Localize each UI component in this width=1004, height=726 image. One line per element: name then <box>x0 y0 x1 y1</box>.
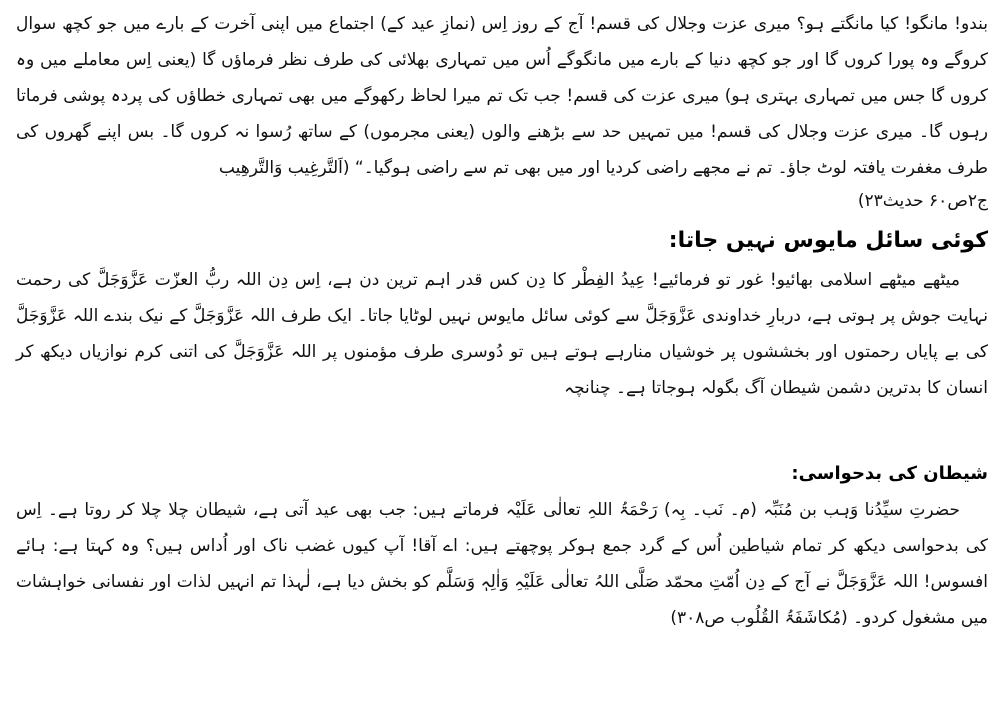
body-paragraph-shaitan-story: حضرتِ سیِّدُنا وَہب بن مُنَبِّہ (م۔ نَب۔ بِہ) رَحْمَۃُ اللہِ تعالٰی عَلَیْہ فرماتے ہیں: جب بھی عید آتی ہے، شیطان چلا چلا کر روتا ہے۔ اِس کی بدحواسی دیکھ کر تمام شیاطین اُس کے گرد جمع ہوکر پوچھتے ہیں: اے آقا! آپ کیوں غضب ناک اور اُداس ہیں؟ وہ کہتا ہے: ہائے افسوس! اللہ عَزَّوَجَلَّ نے آج کے دِن اُمّتِ محمّد صَلَّی اللہُ تعالٰی عَلَیْہِ وَاٰلِہٖ وَسَلَّم کو بخش دیا ہے، لٰہذا تم انہیں لذات اور نفسانی خواہشات میں مشغول کردو۔ (مُکاشَفَۃُ القُلُوب ص۳۰۸) <box>16 500 988 628</box>
hadith-reference: ج۲ص۶۰ حدیث۲۳) <box>857 191 988 211</box>
body-paragraph-eid-mercy: میٹھے میٹھے اسلامی بھائیو! غور تو فرمائیے! عِیدُ الفِطْر کا دِن کس قدر اہم ترین دن ہے، اِس دِن اللہ ربُّ العزّت عَزَّوَجَلَّ کی رحمت نہایت جوش پر ہوتی ہے، دربارِ خداوندی عَزَّوَجَلَّ سے کوئی سائل مایوس نہیں لوٹایا جاتا۔ ایک طرف اللہ عَزَّوَجَلَّ کے نیک بندے اللہ عَزَّوَجَلَّ کی بے پایاں رحمتوں اور بخششوں پر خوشیاں منارہے ہوتے ہیں تو دُوسری طرف مؤمنوں پر اللہ عَزَّوَجَلَّ کی اتنی کرم نوازیاں دیکھ کر انسان کا بدترین دشمن شیطان آگ بگولہ ہوجاتا ہے۔ چنانچہ <box>16 270 988 398</box>
section-heading-no-asker-disappointed: کوئی سائل مایوس نہیں جاتا: <box>668 228 988 253</box>
section-heading-shaitan-distress: شیطان کی بدحواسی: <box>791 463 988 484</box>
hadith-paragraph: بندو! مانگو! کیا مانگتے ہو؟ میری عزت وجلال کی قسم! آج کے روز اِس (نمازِ عید کے) اجتماع میں اپنی آخرت کے بارے میں جو کچھ سوال کروگے وہ پورا کروں گا اور جو کچھ دنیا کے بارے میں مانگوگے اُس میں تمہاری بھلائی کی طرف نظر فرماؤں گا (یعنی اِس معاملے میں وہ کروں گا جس میں تمہاری بہتری ہو) میری عزت کی قسم! جب تک تم میرا لحاظ رکھوگے میں بھی تمہاری خطاؤں کی پردہ پوشی فرماتا رہوں گا۔ میری عزت وجلال کی قسم! میں تمہیں حد سے بڑھنے والوں (یعنی مجرموں) کے ساتھ رُسوا نہ کروں گا۔ بس اپنے گھروں کی طرف مغفرت یافتہ لوٹ جاؤ۔ تم نے مجھے راضی کردیا اور میں بھی تم سے راضی ہوگیا۔“ (اَلتَّرغِیب وَالتَّرھِیب <box>16 14 988 178</box>
